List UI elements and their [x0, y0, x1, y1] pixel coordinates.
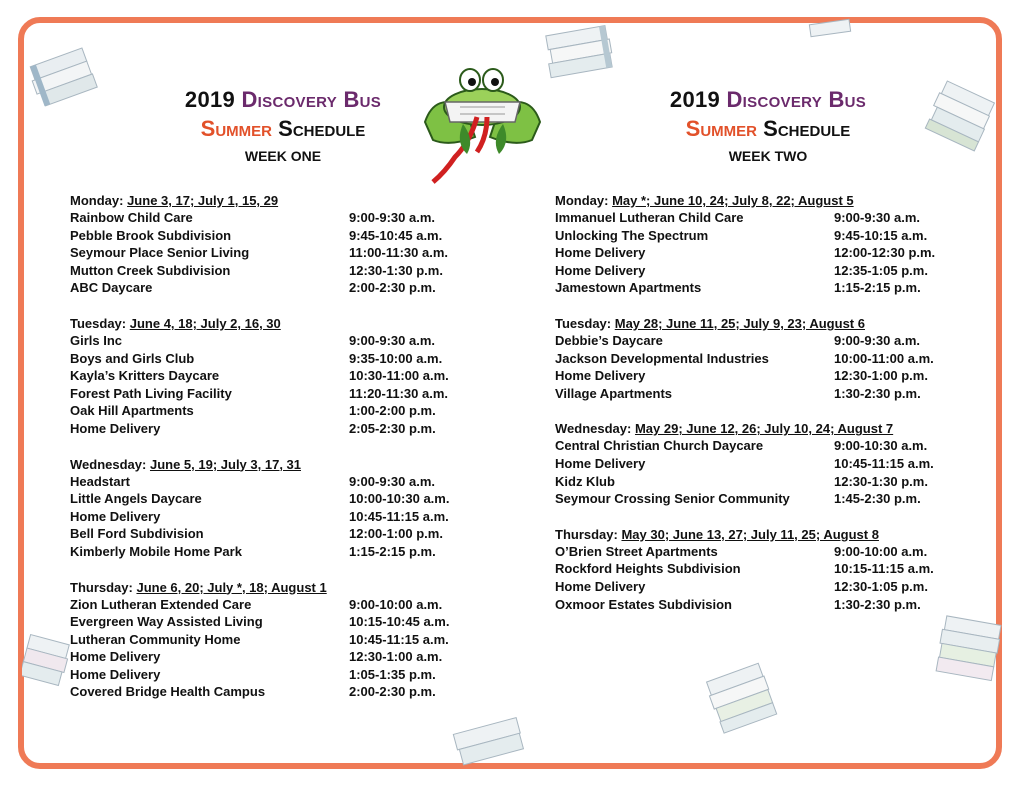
schedule-row — [70, 632, 490, 650]
left-day-tuesday — [70, 315, 490, 439]
stop-time: 10:45-11:15 a.m. — [349, 631, 449, 647]
stop-time: 9:00-10:30 a.m. — [834, 438, 928, 454]
stop-time: 1:15-2:15 p.m. — [349, 543, 436, 559]
schedule-row — [70, 245, 490, 263]
right-day-monday — [555, 192, 975, 298]
stop-time: 12:30-1:00 a.m. — [349, 649, 443, 665]
right-week-label: WEEK TWO — [728, 148, 808, 164]
right-schedule — [555, 192, 975, 631]
right-day-thursday — [555, 526, 975, 614]
stop-place: Seymour Place Senior Living — [70, 245, 250, 261]
day-dates: June 6, 20; July *, 18; August 1 — [136, 579, 327, 595]
schedule-row — [555, 597, 975, 615]
stop-place: Kayla’s Kritters Daycare — [70, 368, 220, 384]
day-dates: May 28; June 11, 25; July 9, 23; August 6 — [614, 315, 865, 331]
stop-place: Jamestown Apartments — [555, 280, 702, 296]
day-label: Tuesday: — [70, 315, 127, 331]
schedule-row — [70, 210, 490, 228]
stop-place: Home Delivery — [555, 578, 646, 594]
stop-time: 12:35-1:05 p.m. — [834, 262, 928, 278]
schedule-row — [555, 491, 975, 509]
left-subtitle — [133, 114, 433, 144]
stop-time: 12:30-1:05 p.m. — [834, 578, 928, 594]
schedule-row — [555, 386, 975, 404]
stop-place: Home Delivery — [555, 455, 646, 471]
stop-time: 10:15-10:45 a.m. — [349, 614, 450, 630]
stop-place: Debbie’s Daycare — [555, 332, 663, 348]
left-header — [133, 86, 433, 164]
stop-place: Village Apartments — [555, 385, 673, 401]
day-heading — [70, 456, 490, 474]
stop-time: 12:00-1:00 p.m. — [349, 526, 443, 542]
left-subtitle-summer: Summer — [200, 116, 273, 141]
right-subtitle-schedule: Schedule — [763, 116, 851, 141]
day-heading — [555, 315, 975, 333]
day-label: Monday: — [70, 193, 124, 208]
stop-place: Boys and Girls Club — [70, 350, 195, 366]
stop-time: 1:30-2:30 p.m. — [834, 596, 921, 612]
stop-place: Oak Hill Apartments — [70, 403, 194, 419]
schedule-row — [555, 579, 975, 597]
schedule-row — [70, 474, 490, 492]
day-heading — [70, 315, 490, 333]
day-heading — [70, 192, 490, 210]
bookworm-mascot-icon — [415, 62, 550, 187]
stop-time: 9:00-9:30 a.m. — [349, 210, 435, 225]
stop-place: Girls Inc — [70, 332, 123, 348]
left-title — [133, 86, 433, 114]
right-title-name: Discovery Bus — [726, 87, 867, 112]
schedule-row — [70, 526, 490, 544]
schedule-row — [555, 368, 975, 386]
schedule-row — [555, 210, 975, 228]
schedule-row — [555, 456, 975, 474]
stop-place: O’Brien Street Apartments — [555, 543, 718, 559]
schedule-row — [70, 403, 490, 421]
day-heading — [555, 420, 975, 438]
stop-place: Central Christian Church Daycare — [555, 438, 764, 454]
day-dates: June 3, 17; July 1, 15, 29 — [127, 193, 279, 208]
schedule-row — [555, 263, 975, 281]
stop-time: 11:20-11:30 a.m. — [349, 385, 449, 401]
stop-time: 12:30-1:30 p.m. — [834, 473, 928, 489]
stop-place: Rockford Heights Subdivision — [555, 561, 741, 577]
schedule-row — [70, 684, 490, 702]
schedule-row — [70, 491, 490, 509]
right-day-wednesday — [555, 420, 975, 508]
stop-time: 12:00-12:30 p.m. — [834, 245, 936, 261]
stop-time: 9:00-9:30 a.m. — [834, 332, 920, 348]
day-dates: June 5, 19; July 3, 17, 31 — [149, 456, 301, 472]
schedule-row — [70, 614, 490, 632]
day-heading — [70, 579, 490, 597]
stacked-books-icon — [800, 18, 860, 48]
schedule-row — [70, 649, 490, 667]
stop-time: 1:45-2:30 p.m. — [834, 491, 921, 507]
stacked-books-icon — [22, 40, 112, 120]
stop-time: 10:15-11:15 a.m. — [834, 561, 934, 577]
day-dates: May 29; June 12, 26; July 10, 24; August 7 — [634, 421, 894, 437]
stop-place: Home Delivery — [70, 508, 161, 524]
day-label: Thursday: — [70, 579, 133, 595]
stop-place: Little Angels Daycare — [70, 491, 202, 507]
stop-place: Pebble Brook Subdivision — [70, 227, 232, 243]
stop-time: 10:30-11:00 a.m. — [349, 368, 449, 384]
day-dates: May 30; June 13, 27; July 11, 25; August 8 — [621, 526, 879, 542]
right-header — [618, 86, 918, 164]
stop-time: 10:45-11:15 a.m. — [834, 455, 934, 471]
stacked-books-icon — [22, 630, 72, 710]
stop-time: 12:30-1:30 p.m. — [349, 262, 443, 278]
day-heading — [555, 526, 975, 544]
left-title-year: 2019 — [184, 87, 236, 112]
stop-place: Oxmoor Estates Subdivision — [555, 596, 732, 612]
stop-place: ABC Daycare — [70, 280, 153, 296]
stop-time: 11:00-11:30 a.m. — [349, 245, 449, 261]
schedule-row — [70, 351, 490, 369]
stop-place: Kidz Klub — [555, 473, 615, 489]
day-label: Monday: — [555, 193, 609, 208]
schedule-row — [70, 667, 490, 685]
stop-place: Unlocking The Spectrum — [555, 227, 709, 243]
schedule-row — [555, 474, 975, 492]
stop-time: 1:30-2:30 p.m. — [834, 385, 921, 401]
left-day-monday — [70, 192, 490, 298]
stacked-books-icon — [700, 655, 790, 745]
schedule-row — [555, 561, 975, 579]
schedule-row — [555, 245, 975, 263]
day-heading — [555, 192, 975, 210]
stacked-books-icon — [540, 22, 625, 92]
stop-place: Kimberly Mobile Home Park — [70, 543, 242, 559]
stop-time: 9:00-10:00 a.m. — [834, 543, 928, 559]
stacked-books-icon — [920, 75, 1000, 165]
stop-time: 2:00-2:30 p.m. — [349, 280, 436, 296]
schedule-row — [70, 386, 490, 404]
stop-time: 9:00-9:30 a.m. — [834, 210, 920, 225]
day-label: Tuesday: — [555, 315, 612, 331]
schedule-row — [70, 421, 490, 439]
schedule-row — [555, 333, 975, 351]
stop-time: 9:00-9:30 a.m. — [349, 332, 435, 348]
stop-place: Home Delivery — [555, 245, 646, 261]
stop-place: Zion Lutheran Extended Care — [70, 596, 252, 612]
stop-time: 9:00-10:00 a.m. — [349, 596, 443, 612]
schedule-row — [555, 228, 975, 246]
stop-place: Home Delivery — [555, 262, 646, 278]
stop-place: Mutton Creek Subdivision — [70, 262, 231, 278]
stop-place: Jackson Developmental Industries — [555, 350, 769, 366]
stop-place: Covered Bridge Health Campus — [70, 684, 266, 700]
left-day-wednesday — [70, 456, 490, 562]
schedule-row — [70, 228, 490, 246]
left-week-label: WEEK ONE — [244, 148, 322, 164]
stop-time: 1:00-2:00 p.m. — [349, 403, 436, 419]
stop-time: 2:05-2:30 p.m. — [349, 420, 436, 436]
schedule-row — [70, 280, 490, 298]
stop-time: 9:35-10:00 a.m. — [349, 350, 443, 366]
stop-place: Immanuel Lutheran Child Care — [555, 210, 744, 225]
stop-time: 9:45-10:45 a.m. — [349, 227, 443, 243]
right-subtitle-summer: Summer — [685, 116, 758, 141]
schedule-row — [555, 544, 975, 562]
day-dates: May *; June 10, 24; July 8, 22; August 5 — [612, 193, 854, 208]
schedule-row — [70, 263, 490, 281]
stop-place: Home Delivery — [70, 649, 161, 665]
stop-place: Seymour Crossing Senior Community — [555, 491, 790, 507]
schedule-row — [70, 597, 490, 615]
left-title-name: Discovery Bus — [241, 87, 382, 112]
day-label: Thursday: — [555, 526, 618, 542]
left-day-thursday — [70, 579, 490, 703]
stop-place: Home Delivery — [70, 420, 161, 436]
day-label: Wednesday: — [70, 456, 147, 472]
stop-time: 10:45-11:15 a.m. — [349, 508, 449, 524]
schedule-row — [555, 438, 975, 456]
schedule-row — [70, 333, 490, 351]
schedule-row — [70, 368, 490, 386]
left-subtitle-schedule: Schedule — [278, 116, 366, 141]
stop-place: Headstart — [70, 473, 130, 489]
stop-time: 10:00-11:00 a.m. — [834, 350, 934, 366]
right-subtitle — [618, 114, 918, 144]
stop-time: 10:00-10:30 a.m. — [349, 491, 450, 507]
stop-place: Evergreen Way Assisted Living — [70, 614, 263, 630]
stop-place: Home Delivery — [70, 666, 161, 682]
schedule-row — [555, 351, 975, 369]
stop-time: 12:30-1:00 p.m. — [834, 368, 928, 384]
stop-time: 9:45-10:15 a.m. — [834, 227, 928, 243]
left-schedule — [70, 192, 490, 719]
stop-time: 9:00-9:30 a.m. — [349, 473, 435, 489]
stop-time: 2:00-2:30 p.m. — [349, 684, 436, 700]
right-title — [618, 86, 918, 114]
stop-place: Rainbow Child Care — [70, 210, 193, 225]
stop-place: Home Delivery — [555, 368, 646, 384]
right-day-tuesday — [555, 315, 975, 403]
schedule-row — [70, 544, 490, 562]
day-label: Wednesday: — [555, 421, 632, 437]
stop-time: 1:15-2:15 p.m. — [834, 280, 921, 296]
schedule-row — [555, 280, 975, 298]
stop-place: Lutheran Community Home — [70, 631, 241, 647]
day-dates: June 4, 18; July 2, 16, 30 — [129, 315, 281, 331]
stop-place: Forest Path Living Facility — [70, 385, 232, 401]
stop-place: Bell Ford Subdivision — [70, 526, 204, 542]
right-title-year: 2019 — [669, 87, 721, 112]
schedule-row — [70, 509, 490, 527]
stop-time: 1:05-1:35 p.m. — [349, 666, 436, 682]
